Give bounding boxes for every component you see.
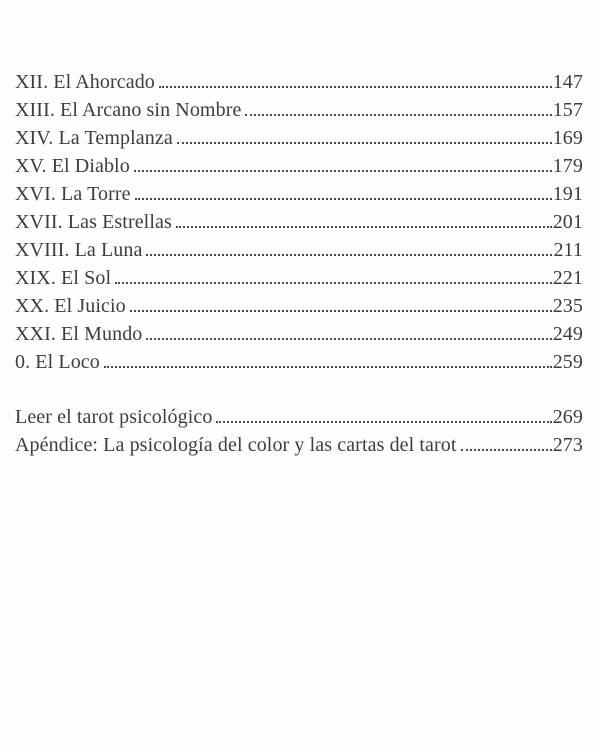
toc-entry-title: XX. El Juicio (15, 295, 126, 317)
toc-entry (15, 96, 583, 124)
toc-entry (15, 236, 583, 264)
toc-entry-page: 259 (552, 351, 583, 373)
toc-entry-title: Leer el tarot psicológico (15, 406, 213, 428)
toc-dot-leader (134, 170, 552, 172)
toc-entry (15, 292, 583, 320)
toc-entry-page: 221 (552, 267, 583, 289)
toc-entry-page: 179 (552, 155, 583, 177)
toc-entry-page: 269 (552, 406, 583, 428)
toc-entry-page: 201 (552, 211, 583, 233)
toc-entry-title: XIII. El Arcano sin Nombre (15, 99, 242, 121)
toc-entry-page: 249 (552, 323, 583, 345)
toc-entry-page: 273 (552, 434, 583, 456)
toc-entry-title: XIX. El Sol (15, 267, 112, 289)
toc-dot-leader (461, 449, 552, 451)
toc-entry-title: XVIII. La Luna (15, 239, 143, 261)
toc-dot-leader (115, 282, 552, 284)
toc-dot-leader (177, 142, 552, 144)
toc-entry (15, 180, 583, 208)
toc-entry (15, 264, 583, 292)
toc-entry-title: XVI. La Torre (15, 183, 131, 205)
toc-entry (15, 124, 583, 152)
toc-dot-leader (159, 86, 552, 88)
toc-entry-page: 157 (552, 99, 583, 121)
toc-entry-title: XXI. El Mundo (15, 323, 143, 345)
toc-entry-title: XV. El Diablo (15, 155, 130, 177)
toc-entry-page: 147 (552, 71, 583, 93)
toc-entry (15, 152, 583, 180)
toc-entry-title: 0. El Loco (15, 351, 100, 373)
toc-entry (15, 68, 583, 96)
toc-entry (15, 403, 583, 431)
toc-dot-leader (176, 226, 552, 228)
toc-dot-leader (245, 114, 551, 116)
toc-entry-page: 235 (552, 295, 583, 317)
toc-dot-leader (130, 310, 552, 312)
toc-dot-leader (216, 421, 551, 423)
toc-section-gap (15, 376, 583, 403)
toc-dot-leader (104, 366, 552, 368)
table-of-contents (15, 68, 583, 459)
toc-dot-leader (146, 254, 552, 256)
toc-entry-title: XII. El Ahorcado (15, 71, 155, 93)
toc-entry-title: XIV. La Templanza (15, 127, 173, 149)
toc-entry (15, 348, 583, 376)
toc-dot-leader (146, 338, 551, 340)
toc-entry (15, 431, 583, 459)
toc-entry-page: 211 (553, 239, 583, 261)
toc-entry-title: XVII. Las Estrellas (15, 211, 172, 233)
toc-entry-page: 169 (552, 127, 583, 149)
toc-entry (15, 320, 583, 348)
toc-entry-page: 191 (552, 183, 583, 205)
toc-entry (15, 208, 583, 236)
toc-dot-leader (135, 198, 552, 200)
toc-entry-title: Apéndice: La psicología del color y las cartas del tarot (15, 434, 457, 456)
